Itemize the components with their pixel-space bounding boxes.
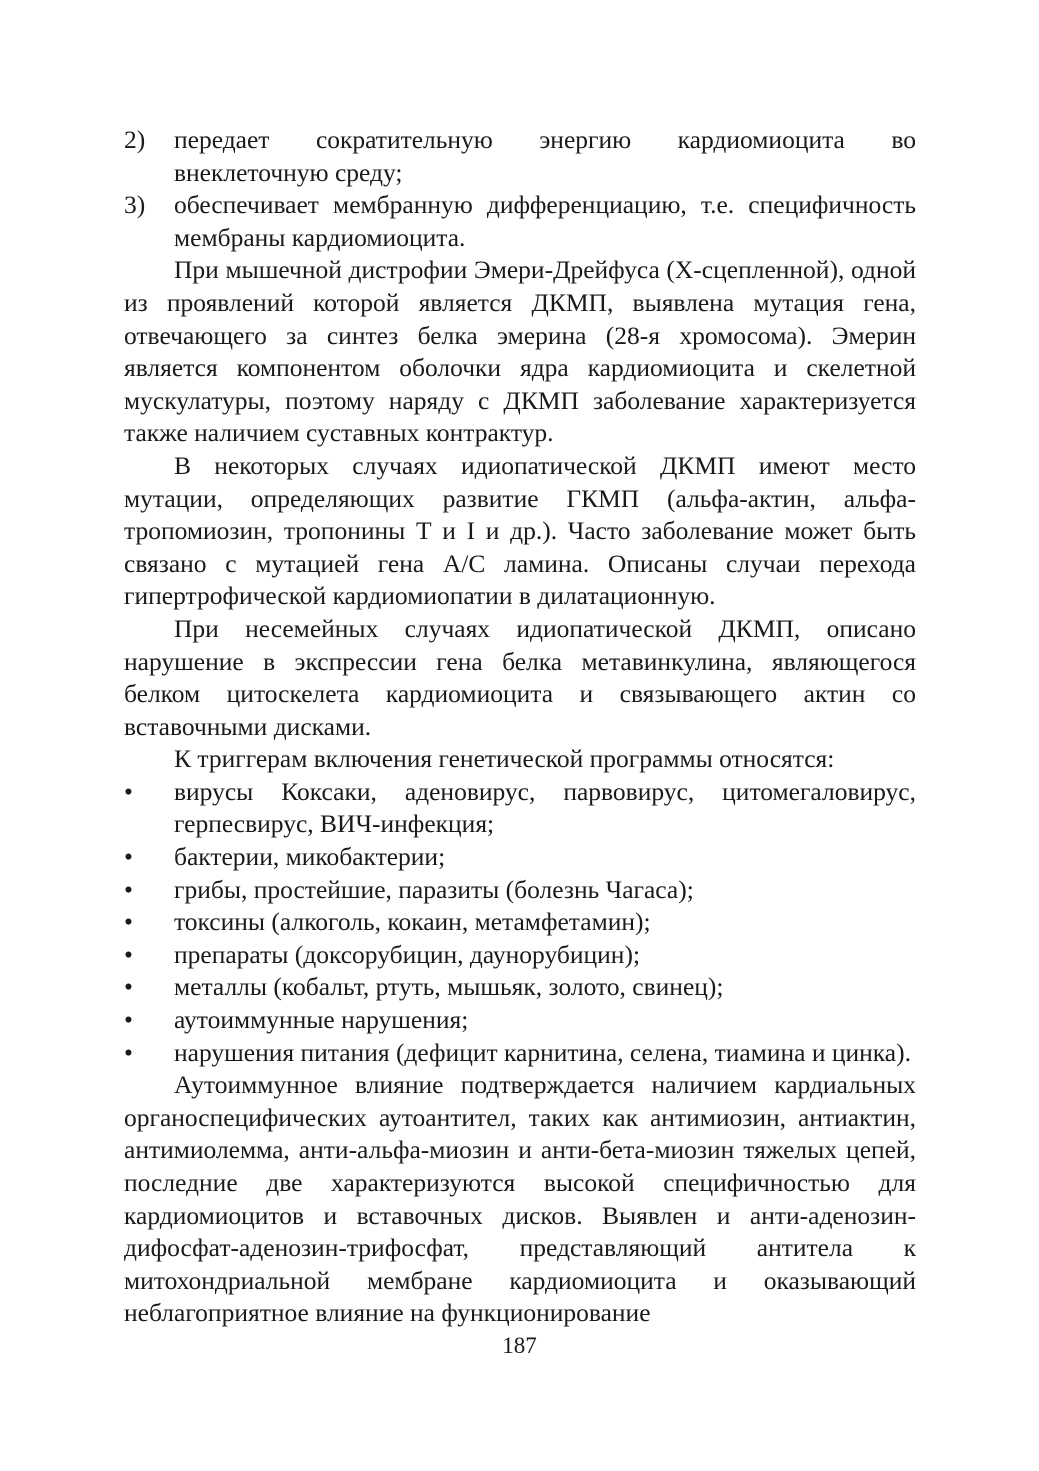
bullet-marker: • bbox=[124, 939, 133, 969]
bullet-text: вирусы Коксаки, аденовирус, парвовирус, цитомегаловирус, герпесвирус, ВИЧ-инфекция; bbox=[174, 776, 916, 839]
bullet-text: бактерии, микобактерии; bbox=[174, 842, 446, 872]
paragraph-autoimmune: Аутоиммунное влияние подтверждается наличием кардиальных органоспецифических аутоантител, таких как антимиозин, антиактин, антимиолемма, анти-альфа-миозин и анти-бета-миозин тяжелых цепей, последние две характеризуются высокой специфичностью для кардиомиоцитов и вставочных дисков. Выявлен и анти-аденозин-дифосфат-аденозин-трифосфат, представляющий антитела к митохондриальной мембране кардиомиоцита и оказывающий неблагоприятное влияние на функционирование bbox=[124, 1070, 916, 1328]
bullet-marker: • bbox=[124, 972, 133, 1002]
list-item bbox=[124, 189, 916, 254]
list-item-text: обеспечивает мембранную дифференциацию, т.е. специфичность мембраны кардиомиоцита. bbox=[174, 190, 916, 252]
bullet-marker: • bbox=[124, 1005, 133, 1035]
bullet-item bbox=[124, 874, 916, 907]
paragraph-triggers-intro: К триггерам включения генетической программы относятся: bbox=[174, 744, 835, 774]
bullet-text: нарушения питания (дефицит карнитина, селена, тиамина и цинка). bbox=[174, 1037, 911, 1067]
bullet-marker: • bbox=[124, 776, 133, 806]
paragraph-nonfamilial-cases: При несемейных случаях идиопатической ДКМП, описано нарушение в экспрессии гена белка метавинкулина, являющегося белком цитоскелета кардиомиоцита и связывающего актин со вставочными дисками. bbox=[124, 613, 916, 741]
bullet-marker: • bbox=[124, 1037, 133, 1067]
bullet-item bbox=[124, 1037, 916, 1070]
bullet-text: аутоиммунные нарушения; bbox=[174, 1005, 469, 1035]
bullet-text: препараты (доксорубицин, даунорубицин); bbox=[174, 939, 641, 969]
bullet-text: металлы (кобальт, ртуть, мышьяк, золото, свинец); bbox=[174, 972, 724, 1002]
bullet-item bbox=[124, 971, 916, 1004]
page-body bbox=[124, 124, 916, 1330]
list-marker: 3) bbox=[124, 190, 146, 220]
bullet-item bbox=[124, 906, 916, 939]
bullet-item bbox=[124, 776, 916, 841]
list-item-text: передает сократительную энергию кардиомиоцита во внеклеточную среду; bbox=[174, 125, 916, 187]
bullet-marker: • bbox=[124, 907, 133, 937]
bullet-marker: • bbox=[124, 842, 133, 872]
bullet-text: токсины (алкоголь, кокаин, метамфетамин); bbox=[174, 907, 651, 937]
paragraph-idiopathic-mutations: В некоторых случаях идиопатической ДКМП имеют место мутации, определяющих развитие ГКМП (альфа-актин, альфа-тропомиозин, тропонины Т и I и др.). Часто заболевание может быть связано с мутацией гена A/C ламина. Описаны случаи перехода гипертрофической кардиомиопатии в дилатационную. bbox=[124, 450, 916, 611]
list-marker: 2) bbox=[124, 125, 146, 154]
list-item bbox=[124, 124, 916, 189]
bullet-item bbox=[124, 939, 916, 972]
paragraph-emery-dreifuss: При мышечной дистрофии Эмери-Дрейфуса (Х-сцепленной), одной из проявлений которой является ДКМП, выявлена мутация гена, отвечающего за синтез белка эмерина (28-я хромосома). Эмерин является компонентом оболочки ядра кардиомиоцита и скелетной мускулатуры, поэтому наряду с ДКМП заболевание характеризуется также наличием суставных контрактур. bbox=[124, 255, 916, 448]
bullet-marker: • bbox=[124, 874, 133, 904]
bullet-item bbox=[124, 1004, 916, 1037]
bullet-text: грибы, простейшие, паразиты (болезнь Чагаса); bbox=[174, 874, 694, 904]
page-number: 187 bbox=[502, 1333, 537, 1358]
bullet-item bbox=[124, 841, 916, 874]
